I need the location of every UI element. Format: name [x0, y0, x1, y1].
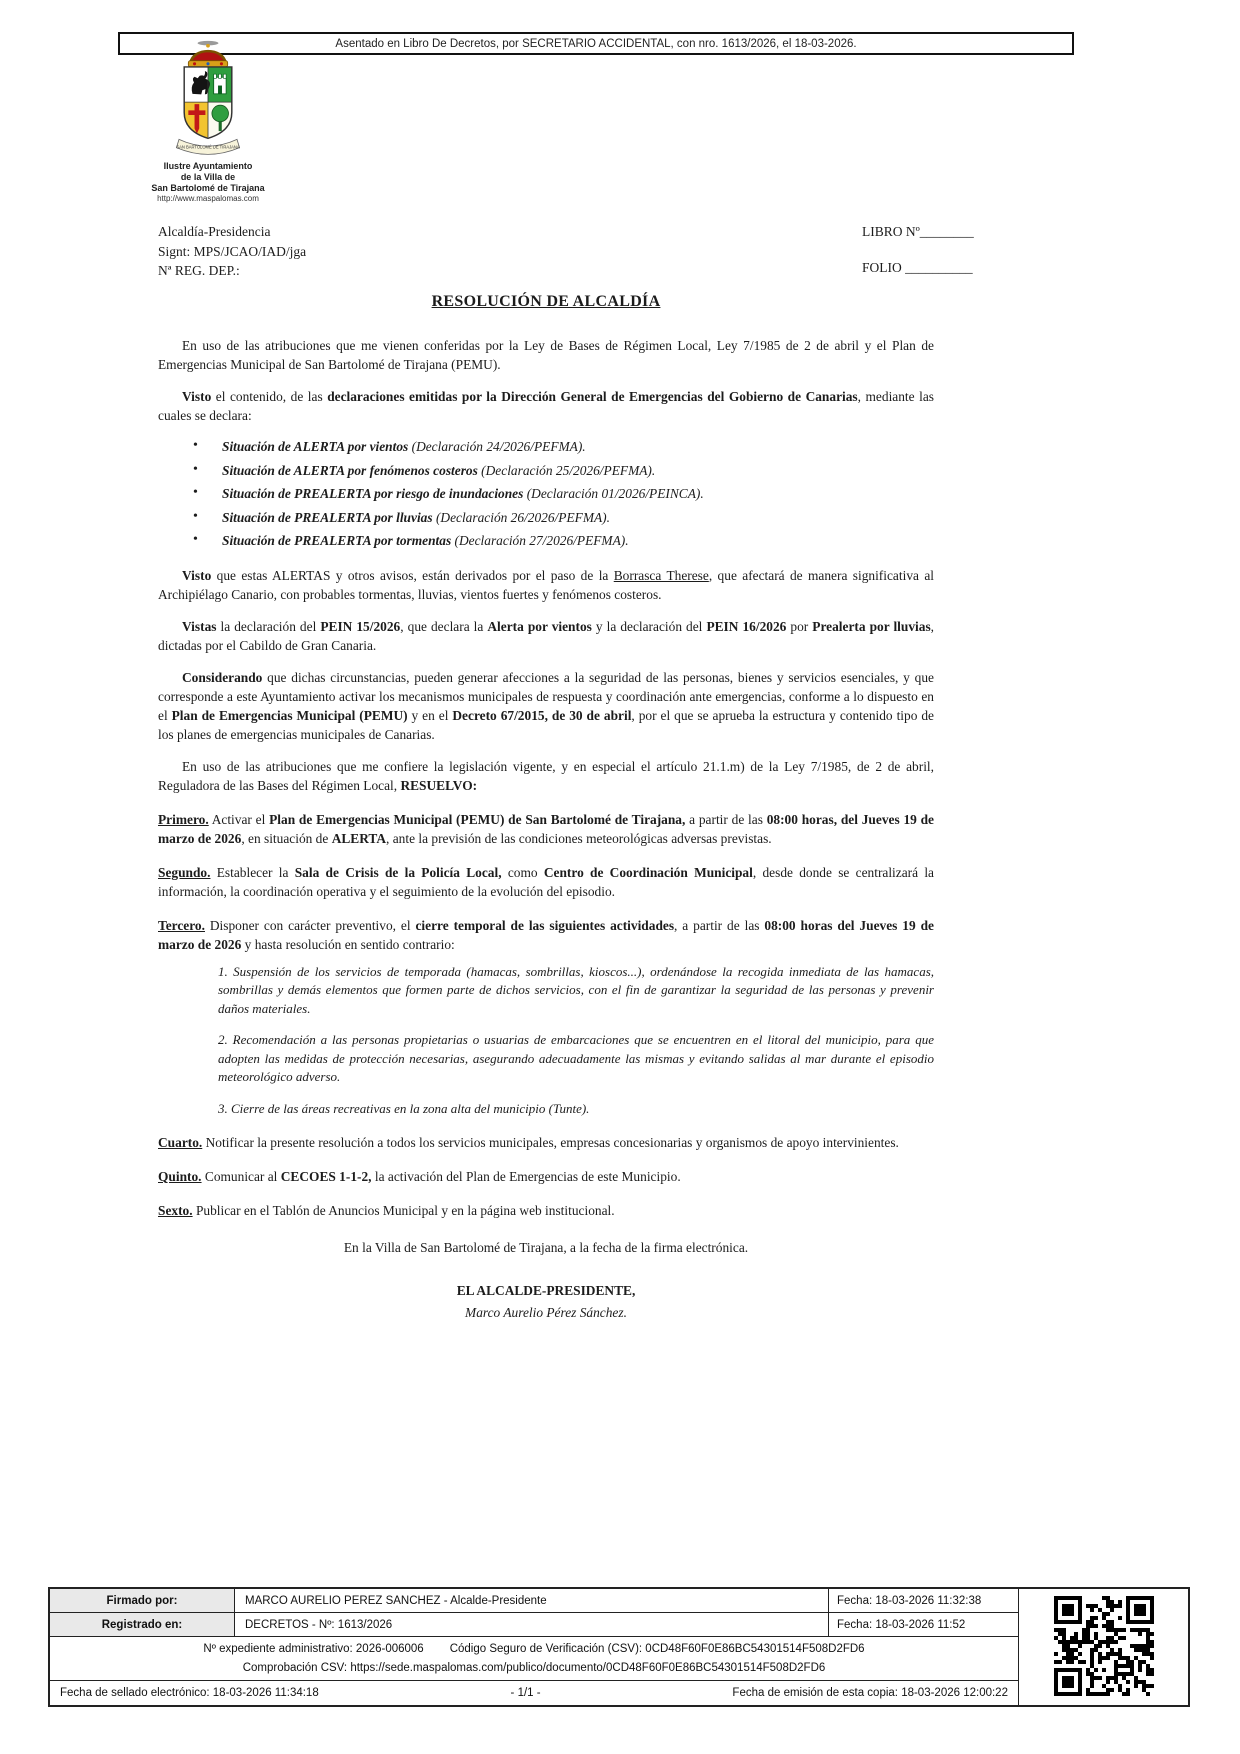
municipality-logo [138, 40, 278, 204]
document-title: RESOLUCIÓN DE ALCALDÍA [431, 293, 661, 310]
header-book-folio [862, 222, 974, 277]
resolution-segundo: Segundo. Establecer la Sala de Crisis de la Policía Local, como Centro de Coordinación Municipal, desde donde se centralizará la información, la coordinación operativa y el seguimiento de la evolución del episodio. [158, 864, 935, 899]
header-meta [158, 222, 306, 281]
csv-check-label: Comprobación CSV: [242, 1662, 348, 1674]
alert-item: • Situación de PREALERTA por riesgo de inundaciones (Declaración 01/2026/PEINCA). [222, 482, 934, 506]
emision-fecha: Fecha de emisión de esta copia: 18-03-2026 12:00:22 [732, 1687, 1008, 1699]
qr-cell [1018, 1589, 1188, 1705]
qr-code [1054, 1596, 1154, 1699]
paragraph-resuelvo: En uso de las atribuciones que me confiere la legislación vigente, y en especial el artículo 21.1.m) de la Ley 7/1985, de 2 de abril, Reguladora de las Bases del Régimen Local, RESUELVO: [158, 758, 934, 793]
page-number: - 1/1 - [510, 1687, 541, 1699]
alert-item: • Situación de ALERTA por vientos (Declaración 24/2026/PEFMA). [222, 435, 934, 459]
registrado-value: DECRETOS - Nº: 1613/2026 [245, 1618, 393, 1631]
tower-glyph [214, 74, 226, 94]
footer-csv-block [50, 1637, 1018, 1680]
closing-line: En la Villa de San Bartolomé de Tirajana, a la fecha de la firma electrónica. [343, 1240, 749, 1255]
firmado-label: Firmado por: [50, 1589, 235, 1612]
paragraph-intro: En uso de las atribuciones que me vienen conferidas por la Ley de Bases de Régimen Local, Ley 7/1985 de 2 de abril y el Plan de Emergencias Municipal de San Bartolomé de Tirajana (PEMU). [158, 338, 934, 372]
paragraph-considerando: Considerando que dichas circunstancias, pueden generar afecciones a la seguridad de las personas, bienes y servicios esenciales, y que corresponde a este Ayuntamiento activar los mecanismos municipales de respuesta y coordinación ante emergencias, conforme a lo dispuesto en el Plan de Emergencias Municipal (PEMU) y en el Decreto 67/2015, de 30 de abril, por el que se aprueba la estructura y contenido tipo de los planes de emergencias municipales de Canarias. [158, 669, 934, 742]
subitem-3: 3. Cierre de las áreas recreativas en la zona alta del municipio (Tunte). [218, 1100, 590, 1116]
logo-caption-line1: Ilustre Ayuntamiento [163, 161, 253, 171]
expediente-number: Nº expediente administrativo: 2026-006006 [203, 1643, 424, 1655]
footer-row-firmado [50, 1589, 1018, 1613]
libro-field: LIBRO Nº________ [862, 224, 974, 239]
resolution-sexto: Sexto. Publicar en el Tablón de Anuncios Municipal y en la página web institucional. [158, 1203, 615, 1218]
footer-row-registrado [50, 1613, 1018, 1637]
alert-item: • Situación de ALERTA por fenómenos costeros (Declaración 25/2026/PEFMA). [222, 459, 934, 483]
signature-name: Marco Aurelio Pérez Sánchez. [465, 1305, 627, 1320]
csv-code: Código Seguro de Verificación (CSV): 0CD48F60F0E86BC54301514F508D2FD6 [449, 1643, 865, 1655]
subitem-2: 2. Recomendación a las personas propietarias o usuarias de embarcaciones que se encuentren en el litoral del municipio, para que adopten las medidas de protección necesarias, asegurando adecuadamente las mismas y evitando salidas al mar durante el episodio meteorológico adverso. [218, 1032, 934, 1084]
resolution-primero: Primero. Activar el Plan de Emergencias Municipal (PEMU) de San Bartolomé de Tirajana, a partir de las 08:00 horas, del Jueves 19 de marzo de 2026, en situación de ALERTA, ante la previsión de las condiciones meteorológicas adversas previstas. [158, 811, 934, 846]
alert-item: • Situación de PREALERTA por lluvias (Declaración 26/2026/PEFMA). [222, 506, 934, 530]
firmado-value: MARCO AURELIO PEREZ SANCHEZ - Alcalde-Presidente [245, 1594, 547, 1607]
ribbon-text: SAN BARTOLOMÉ DE TIRAJANA [176, 144, 240, 150]
signature-title: EL ALCALDE-PRESIDENTE, [456, 1283, 636, 1298]
alert-list [158, 435, 934, 553]
footer-bottom-row [50, 1680, 1018, 1705]
resolution-quinto: Quinto. Comunicar al CECOES 1-1-2, la activación del Plan de Emergencias de este Municipio. [158, 1169, 681, 1184]
firmado-fecha: Fecha: 18-03-2026 11:32:38 [828, 1589, 1018, 1612]
registrado-fecha: Fecha: 18-03-2026 11:52 [828, 1613, 1018, 1636]
coat-of-arms-icon [156, 40, 260, 158]
resolution-cuarto: Cuarto. Notificar la presente resolución a todos los servicios municipales, empresas concesionarias y organismos de apoyo intervinientes. [158, 1135, 899, 1150]
document-body [158, 336, 934, 1322]
header-department: Alcaldía-Presidencia [158, 224, 271, 239]
banner-text: Asentado en Libro De Decretos, por SECRETARIO ACCIDENTAL, con nro. 1613/2026, el 18-03-2026. [335, 37, 857, 50]
tercero-subitems [218, 963, 934, 1119]
folio-field: FOLIO __________ [862, 259, 973, 275]
logo-caption-line3: San Bartolomé de Tirajana [151, 183, 265, 193]
csv-check-url: https://sede.maspalomas.com/publico/documento/0CD48F60F0E86BC54301514F508D2FD6 [350, 1662, 826, 1674]
paragraph-vistas-pein: Vistas la declaración del PEIN 15/2026, que declara la Alerta por vientos y la declaración del PEIN 16/2026 por Prealerta por lluvias, dictadas por el Cabildo de Gran Canaria. [158, 618, 935, 653]
registrado-label: Registrado en: [50, 1613, 235, 1636]
subitem-1: 1. Suspensión de los servicios de temporada (hamacas, sombrillas, kioscos...), ordenándose la recogida inmediata de las hamacas, sombrillas y demás elementos que formen parte de dichos servicios, con el fin de garantizar la seguridad de las personas y prevenir daños materiales. [218, 963, 934, 1016]
footer-table [50, 1589, 1018, 1705]
logo-caption-line2: de la Villa de [180, 172, 236, 182]
alert-item: • Situación de PREALERTA por tormentas (Declaración 27/2026/PEFMA). [222, 529, 934, 553]
paragraph-visto-alertas: Visto que estas ALERTAS y otros avisos, están derivados por el paso de la Borrasca Therese, que afectará de manera significativa al Archipiélago Canario, con probables tormentas, lluvias, vientos fuertes y fenómenos costeros. [158, 567, 934, 602]
header-signt: Signt: MPS/JCAO/IAD/jga [158, 243, 307, 259]
signature-footer [48, 1587, 1190, 1707]
sellado-fecha: Fecha de sellado electrónico: 18-03-2026 11:34:18 [60, 1687, 319, 1699]
resolution-tercero: Tercero. Disponer con carácter preventivo, el cierre temporal de las siguientes actividades, a partir de las 08:00 horas del Jueves 19 de marzo de 2026 y hasta resolución en sentido contrario: [158, 917, 934, 952]
header-reg-dep: Nª REG. DEP.: [158, 263, 240, 278]
logo-url: http://www.maspalomas.com [157, 194, 259, 203]
paragraph-visto-contenido: Visto el contenido, de las declaraciones emitidas por la Dirección General de Emergencias del Gobierno de Canarias, mediante las cuales se declara: [158, 389, 934, 423]
